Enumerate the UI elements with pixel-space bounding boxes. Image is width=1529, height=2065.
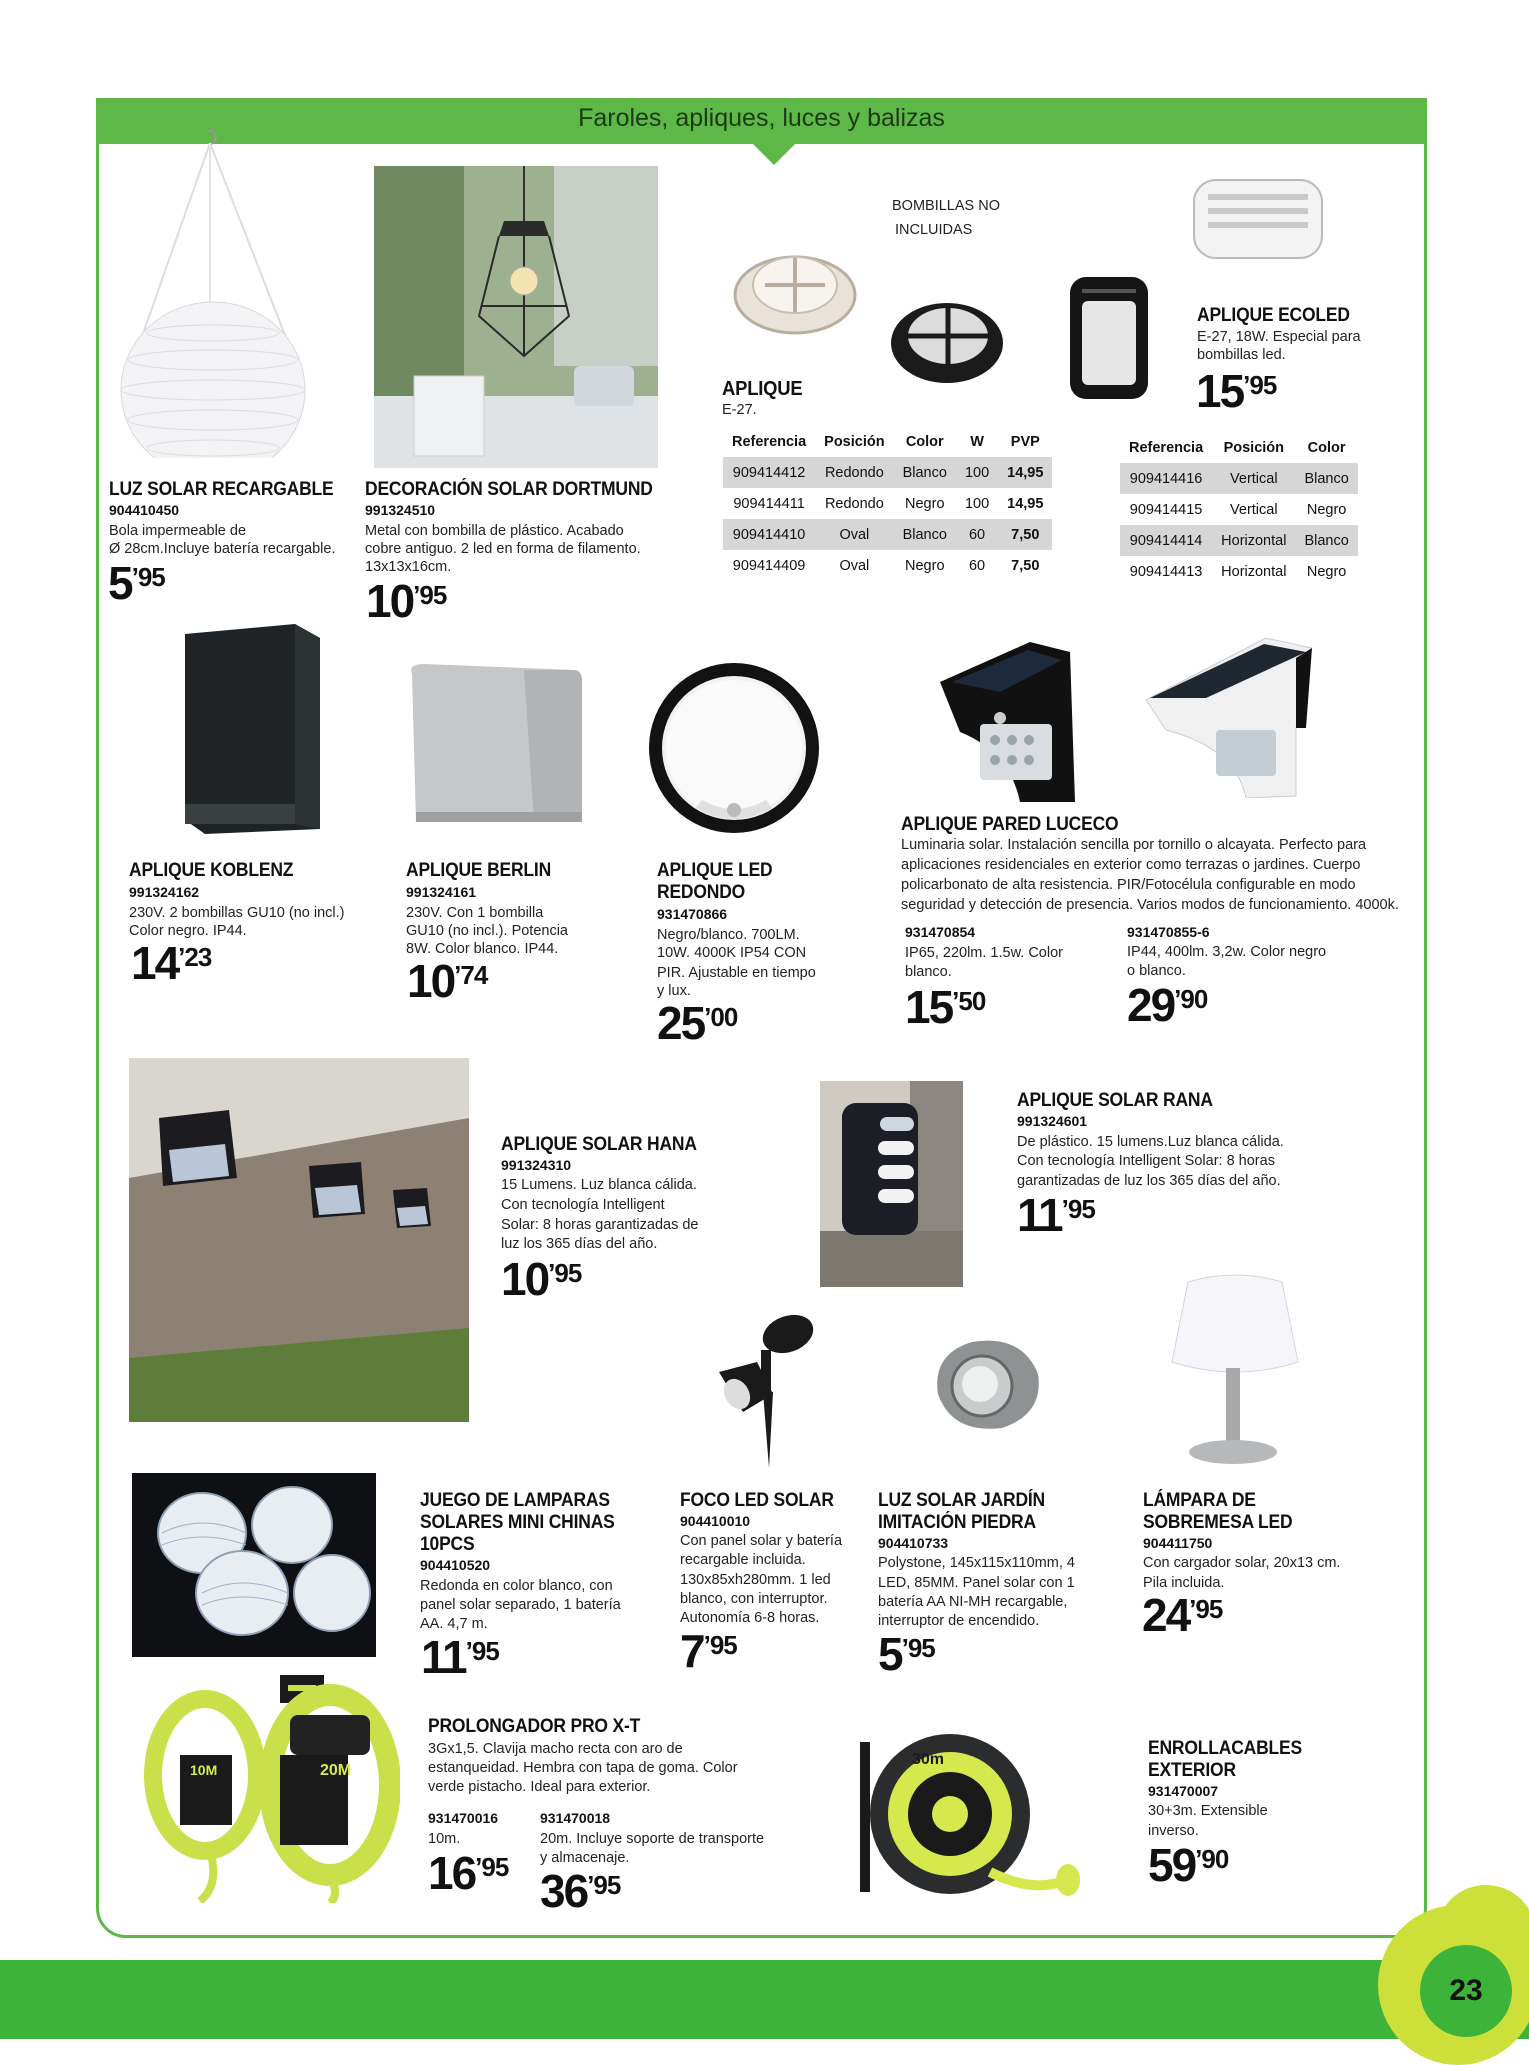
sobremesa-price: 24’95 <box>1142 1589 1223 1641</box>
chinas-desc-1: Redonda en color blanco, con <box>420 1578 613 1594</box>
luceco-desc-1: Luminaria solar. Instalación sencilla por tornillo o alcayata. Perfecto para <box>901 837 1367 853</box>
table-row: 909414411 Redondo Negro 100 14,95 <box>733 495 1044 512</box>
foco-image <box>713 1312 823 1468</box>
sobremesa-title-1: LÁMPARA DE <box>1143 1490 1256 1511</box>
header-arrow <box>752 143 796 165</box>
table-row: 909414413 Horizontal Negro <box>1129 563 1347 580</box>
prolongador-desc-2: estanqueidad. Hembra con tapa de goma. Color <box>428 1760 738 1776</box>
col-color: Color <box>1307 440 1346 456</box>
aplique-note-1: BOMBILLAS NO <box>892 198 1000 214</box>
prolongador-title: PROLONGADOR PRO X-T <box>428 1716 641 1737</box>
enrollacables-title-1: ENROLLACABLES <box>1148 1738 1302 1759</box>
rana-desc-2: Con tecnología Intelligent Solar: 8 horas <box>1017 1153 1275 1169</box>
prolongador-v2-desc-1: 20m. Incluye soporte de transporte <box>540 1831 765 1847</box>
table-row: 909414410 Oval Blanco 60 7,50 <box>723 519 1052 550</box>
enrollacables-desc-2: inverso. <box>1148 1823 1199 1839</box>
berlin-desc-2: GU10 (no incl.). Potencia <box>406 923 568 939</box>
luceco-white-image <box>1146 638 1312 798</box>
table-row: 909414409 Oval Negro 60 7,50 <box>732 557 1040 574</box>
enrollacables-desc-1: 30+3m. Extensible <box>1148 1803 1268 1819</box>
chinas-title-2: SOLARES MINI CHINAS <box>420 1512 615 1533</box>
chinas-title-3: 10PCS <box>420 1534 475 1555</box>
foco-desc-2: recargable incluida. <box>680 1552 806 1568</box>
koblenz-image <box>175 624 323 834</box>
prolongador-v2-desc-2: y almacenaje. <box>540 1850 630 1866</box>
table-row: 909414416 Vertical Blanco <box>1120 463 1358 494</box>
page-number: 23 <box>1420 1945 1512 2037</box>
berlin-ref: 991324161 <box>406 884 477 900</box>
rana-title: APLIQUE SOLAR RANA <box>1017 1090 1213 1111</box>
berlin-title: APLIQUE BERLIN <box>406 860 552 881</box>
luceco-title: APLIQUE PARED LUCECO <box>901 814 1119 835</box>
luz-solar-price: 5’95 <box>108 557 165 609</box>
sobremesa-title-2: SOBREMESA LED <box>1143 1512 1293 1533</box>
col-referencia: Referencia <box>732 434 807 450</box>
hana-ref: 991324310 <box>501 1157 572 1173</box>
sobremesa-image <box>1170 1272 1300 1468</box>
table-row: 909414412 Redondo Blanco 100 14,95 <box>723 457 1052 488</box>
foco-desc-3: 130x85xh280mm. 1 led <box>680 1572 831 1588</box>
prolongador-image <box>140 1675 400 1903</box>
berlin-desc-3: 8W. Color blanco. IP44. <box>406 941 559 957</box>
prolongador-v1-desc: 10m. <box>428 1831 461 1847</box>
koblenz-desc-1: 230V. 2 bombillas GU10 (no incl.) <box>129 905 345 921</box>
ecoled-desc-2: bombillas led. <box>1197 347 1286 363</box>
hana-photo <box>129 1058 469 1422</box>
col-pvp: PVP <box>1010 434 1040 450</box>
dortmund-desc-2: cobre antiguo. 2 led en forma de filamento. <box>365 541 641 557</box>
luceco-desc-2: aplicaciones residenciales en exterior como terrazas o jardines. Cuerpo <box>901 857 1361 873</box>
ecoled-spec-table <box>1120 433 1358 587</box>
enrollacables-title-2: EXTERIOR <box>1148 1760 1236 1781</box>
led-redondo-desc-1: Negro/blanco. 700LM. <box>657 927 800 943</box>
dortmund-title: DECORACIÓN SOLAR DORTMUND <box>365 479 653 500</box>
rana-price: 11’95 <box>1017 1189 1095 1241</box>
dortmund-ref: 991324510 <box>365 502 436 518</box>
piedra-ref: 904410733 <box>878 1535 949 1551</box>
chinas-title-1: JUEGO DE LAMPARAS <box>420 1490 610 1511</box>
dortmund-desc-3: 13x13x16cm. <box>365 559 452 575</box>
foco-ref: 904410010 <box>680 1513 751 1529</box>
ecoled-vertical-image <box>1068 275 1150 401</box>
piedra-desc-2: LED, 85MM. Panel solar con 1 <box>878 1575 1075 1591</box>
col-color: Color <box>905 434 944 450</box>
berlin-price: 10’74 <box>407 955 488 1007</box>
chinas-photo <box>132 1473 376 1657</box>
aplique-oval-black-image <box>888 288 1006 388</box>
ecoled-horizontal-image <box>1190 176 1326 262</box>
luceco-v1-ref: 931470854 <box>905 924 976 940</box>
ecoled-title: APLIQUE ECOLED <box>1197 305 1350 326</box>
col-posicion: Posición <box>824 434 885 450</box>
luceco-v1-price: 15’50 <box>905 981 986 1033</box>
foco-price: 7’95 <box>680 1625 737 1677</box>
footer-bar <box>0 1960 1529 2039</box>
sobremesa-desc-2: Pila incluida. <box>1143 1575 1225 1591</box>
chinas-desc-3: AA. 4,7 m. <box>420 1616 488 1632</box>
luceco-desc-3: policarbonato de alta resistencia. PIR/Fotocélula configurable en modo <box>901 877 1356 893</box>
led-redondo-ref: 931470866 <box>657 906 728 922</box>
foco-title: FOCO LED SOLAR <box>680 1490 834 1511</box>
col-referencia: Referencia <box>1129 440 1204 456</box>
chinas-price: 11’95 <box>421 1631 499 1683</box>
table-row: 909414414 Horizontal Blanco <box>1120 525 1358 556</box>
luceco-v2-price: 29’90 <box>1127 979 1208 1031</box>
aplique-round-image <box>730 240 860 335</box>
piedra-desc-4: interruptor de encendido. <box>878 1613 1040 1629</box>
luz-solar-title: LUZ SOLAR RECARGABLE <box>109 479 334 500</box>
luceco-v1-desc-2: blanco. <box>905 964 952 980</box>
koblenz-title: APLIQUE KOBLENZ <box>129 860 294 881</box>
piedra-price: 5’95 <box>878 1628 935 1680</box>
piedra-desc-1: Polystone, 145x115x110mm, 4 <box>878 1555 1075 1571</box>
chinas-desc-2: panel solar separado, 1 batería <box>420 1597 621 1613</box>
enrollacables-price: 59’90 <box>1148 1839 1229 1891</box>
piedra-title-1: LUZ SOLAR JARDÍN <box>878 1490 1046 1511</box>
luceco-black-image <box>940 642 1080 804</box>
luz-solar-desc-2: Ø 28cm.Incluye batería recargable. <box>109 541 336 557</box>
hana-desc-3: Solar: 8 horas garantizadas de <box>501 1217 699 1233</box>
piedra-title-2: IMITACIÓN PIEDRA <box>878 1512 1036 1533</box>
luceco-desc-4: seguridad y detección de presencia. Varios modos de funcionamiento. 4000k. <box>901 897 1399 913</box>
luz-solar-ref: 904410450 <box>109 502 180 518</box>
prolongador-desc-1: 3Gx1,5. Clavija macho recta con aro de <box>428 1741 683 1757</box>
rana-desc-1: De plástico. 15 lumens.Luz blanca cálida. <box>1017 1134 1284 1150</box>
aplique-sub: E-27. <box>722 402 757 418</box>
foco-desc-5: Autonomía 6-8 horas. <box>680 1610 820 1626</box>
luceco-v2-desc-2: o blanco. <box>1127 963 1186 979</box>
prolongador-desc-3: verde pistacho. Ideal para exterior. <box>428 1779 651 1795</box>
enrollacables-ref: 931470007 <box>1148 1783 1219 1799</box>
piedra-desc-3: batería AA NI-MH recargable, <box>878 1594 1068 1610</box>
berlin-desc-1: 230V. Con 1 bombilla <box>406 905 544 921</box>
sobremesa-desc-1: Con cargador solar, 20x13 cm. <box>1143 1555 1341 1571</box>
aplique-title: APLIQUE <box>722 378 803 400</box>
enrollacables-image <box>840 1722 1082 1906</box>
luceco-v1-desc-1: IP65, 220lm. 1.5w. Color <box>905 945 1063 961</box>
prolongador-v2-ref: 931470018 <box>540 1810 611 1826</box>
ecoled-desc-1: E-27, 18W. Especial para <box>1197 329 1361 345</box>
prolongador-v1-price: 16’95 <box>428 1847 509 1899</box>
prolongador-v1-ref: 931470016 <box>428 1810 499 1826</box>
rana-photo <box>820 1081 963 1287</box>
koblenz-desc-2: Color negro. IP44. <box>129 923 247 939</box>
sobremesa-ref: 904411750 <box>1143 1535 1213 1551</box>
dortmund-desc-1: Metal con bombilla de plástico. Acabado <box>365 523 624 539</box>
prolongador-label-20: 20M <box>320 1762 352 1779</box>
foco-desc-1: Con panel solar y batería <box>680 1533 843 1549</box>
piedra-image <box>932 1334 1044 1434</box>
foco-desc-4: blanco, con interruptor. <box>680 1591 828 1607</box>
led-redondo-desc-2: 10W. 4000K IP54 CON <box>657 945 807 961</box>
hana-desc-2: Con tecnología Intelligent <box>501 1197 665 1213</box>
luz-solar-desc-1: Bola impermeable de <box>109 523 247 539</box>
berlin-image <box>404 662 584 824</box>
rana-desc-3: garantizadas de luz los 365 días del año. <box>1017 1173 1281 1189</box>
hana-desc-4: luz los 365 días del año. <box>501 1236 658 1252</box>
ecoled-price: 15’95 <box>1196 365 1277 417</box>
led-redondo-price: 25’00 <box>657 997 738 1049</box>
hana-title: APLIQUE SOLAR HANA <box>501 1134 697 1155</box>
table-row: 909414415 Vertical Negro <box>1129 501 1347 518</box>
luceco-v2-ref: 931470855-6 <box>1127 924 1210 940</box>
section-title: Faroles, apliques, luces y balizas <box>578 104 945 132</box>
prolongador-label-10: 10M <box>190 1762 218 1778</box>
enrollacables-label: 30m <box>912 1751 945 1768</box>
koblenz-ref: 991324162 <box>129 884 200 900</box>
aplique-spec-table <box>723 427 1052 581</box>
led-redondo-desc-3: PIR. Ajustable en tiempo <box>657 965 816 981</box>
hana-price: 10’95 <box>501 1253 582 1305</box>
led-redondo-image <box>646 660 822 836</box>
aplique-note-2: INCLUIDAS <box>895 222 973 238</box>
dortmund-price: 10’95 <box>366 575 447 627</box>
paper-lantern-image <box>118 128 318 458</box>
led-redondo-desc-4: y lux. <box>657 983 691 999</box>
col-posicion: Posición <box>1223 440 1285 456</box>
hana-desc-1: 15 Lumens. Luz blanca cálida. <box>501 1177 697 1193</box>
luceco-v2-desc-1: IP44, 400lm. 3,2w. Color negro <box>1127 944 1327 960</box>
led-redondo-title-2: REDONDO <box>657 882 746 903</box>
led-redondo-title-1: APLIQUE LED <box>657 860 773 881</box>
prolongador-v2-price: 36’95 <box>540 1865 621 1917</box>
rana-ref: 991324601 <box>1017 1113 1088 1129</box>
koblenz-price: 14’23 <box>131 937 212 989</box>
dortmund-photo <box>374 166 658 468</box>
chinas-ref: 904410520 <box>420 1557 491 1573</box>
col-w: W <box>970 434 984 450</box>
